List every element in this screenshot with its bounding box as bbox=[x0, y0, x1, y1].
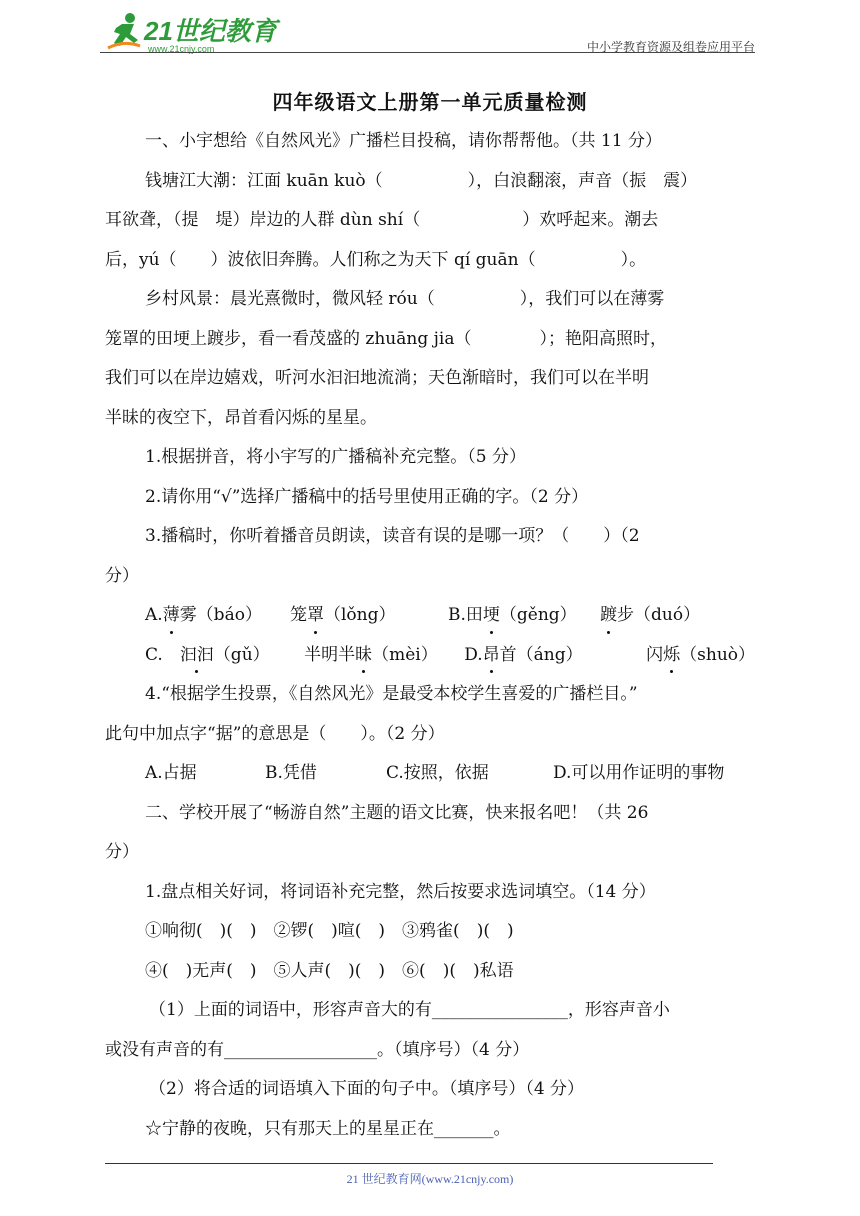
option-c-1: C. 汩汩（gǔ） bbox=[145, 636, 304, 676]
question-3: 3.播稿时，你听着播音员朗读，读音有误的是哪一项？（ ）（2 bbox=[145, 526, 640, 546]
q4-option-c: C.按照，依据 bbox=[386, 763, 489, 783]
question-3-cont: 分） bbox=[105, 565, 139, 586]
page-title: 四年级语文上册第一单元质量检测 bbox=[272, 90, 588, 114]
q4-options bbox=[105, 754, 755, 794]
option-a-1: A.薄雾（báo） bbox=[145, 596, 290, 636]
runner-logo-icon bbox=[100, 10, 300, 56]
exam-content bbox=[105, 122, 755, 1149]
logo-url: www.21cnjy.com bbox=[148, 44, 215, 54]
option-b-2: 踱步（duó） bbox=[600, 596, 700, 636]
option-d-1: D.昂首（áng） bbox=[464, 636, 646, 676]
fill-question-2: （2）将合适的词语填入下面的句子中。（填序号）（4 分） bbox=[149, 1079, 585, 1099]
word-row: ①响彻( )( ) ②锣( )喧( ) ③鸦雀( )( ) bbox=[145, 921, 514, 941]
passage-line: 乡村风景：晨光熹微时，微风轻 róu（ ），我们可以在薄雾 bbox=[145, 289, 665, 309]
section-2-heading-cont: 分） bbox=[105, 842, 139, 862]
fill-question-1-cont: 或没有声音的有__________________。（填序号）（4 分） bbox=[105, 1039, 530, 1060]
passage-line: 笼罩的田埂上踱步，看一看茂盛的 zhuāng jia（ ）；艳阳高照时， bbox=[105, 328, 667, 349]
question-4-cont: 此句中加点字“据”的意思是（ ）。（2 分） bbox=[105, 723, 445, 744]
option-a-2: 笼罩（lǒng） bbox=[290, 596, 448, 636]
question-4: 4.“根据学生投票，《自然风光》是最受本校学生喜爱的广播栏目。” bbox=[145, 684, 638, 704]
passage-line: 后，yú（ ）波依旧奔腾。人们称之为天下 qí guān（ ）。 bbox=[105, 249, 647, 270]
passage-line: 半昧的夜空下，昂首看闪烁的星星。 bbox=[105, 407, 377, 428]
site-logo bbox=[100, 10, 300, 56]
question-1: 1.根据拼音，将小宇写的广播稿补充完整。（5 分） bbox=[145, 447, 526, 467]
q4-option-d: D.可以用作证明的事物 bbox=[553, 763, 725, 783]
site-tagline: 中小学教育资源及组卷应用平台 bbox=[586, 40, 755, 54]
section-1-heading: 一、小宇想给《自然风光》广播栏目投稿，请你帮帮他。（共 11 分） bbox=[145, 131, 662, 151]
option-d-2: 闪烁（shuò） bbox=[646, 636, 755, 676]
footer-divider bbox=[105, 1163, 713, 1164]
part-1: 1.盘点相关好词，将词语补充完整，然后按要求选词填空。（14 分） bbox=[145, 881, 656, 902]
page-footer: 21 世纪教育网(www.21cnjy.com) bbox=[346, 1172, 514, 1186]
fill-sentence: ☆宁静的夜晚，只有那天上的星星正在_______。 bbox=[145, 1118, 511, 1139]
fill-question-1: （1）上面的词语中，形容声音大的有________________，形容声音小 bbox=[149, 1000, 670, 1020]
page-header bbox=[100, 10, 755, 58]
q4-option-b: B.凭借 bbox=[265, 763, 317, 783]
word-row: ④( )无声( ) ⑤人声( )( ) ⑥( )( )私语 bbox=[145, 960, 514, 981]
header-divider bbox=[100, 52, 755, 53]
option-b-1: B.田埂（gěng） bbox=[448, 596, 600, 636]
passage-line: 我们可以在岸边嬉戏，听河水汩汩地流淌；天色渐暗时，我们可以在半明 bbox=[105, 368, 649, 388]
q3-options-row-2 bbox=[105, 636, 755, 676]
q4-option-a: A.占据 bbox=[145, 763, 197, 783]
passage-line: 耳欲聋，（提 堤）岸边的人群 dùn shí（ ）欢呼起来。潮去 bbox=[105, 210, 659, 230]
option-c-2: 半明半昧（mèi） bbox=[304, 636, 464, 676]
q3-options-row-1 bbox=[105, 596, 755, 636]
logo-text: 21世纪教育 bbox=[144, 16, 277, 46]
passage-line: 钱塘江大潮：江面 kuān kuò（ ），白浪翻滚，声音（振 震） bbox=[145, 170, 698, 191]
question-2: 2.请你用“√”选择广播稿中的括号里使用正确的字。（2 分） bbox=[145, 486, 589, 507]
section-2-heading: 二、学校开展了“畅游自然”主题的语文比赛，快来报名吧！（共 26 bbox=[145, 802, 649, 823]
